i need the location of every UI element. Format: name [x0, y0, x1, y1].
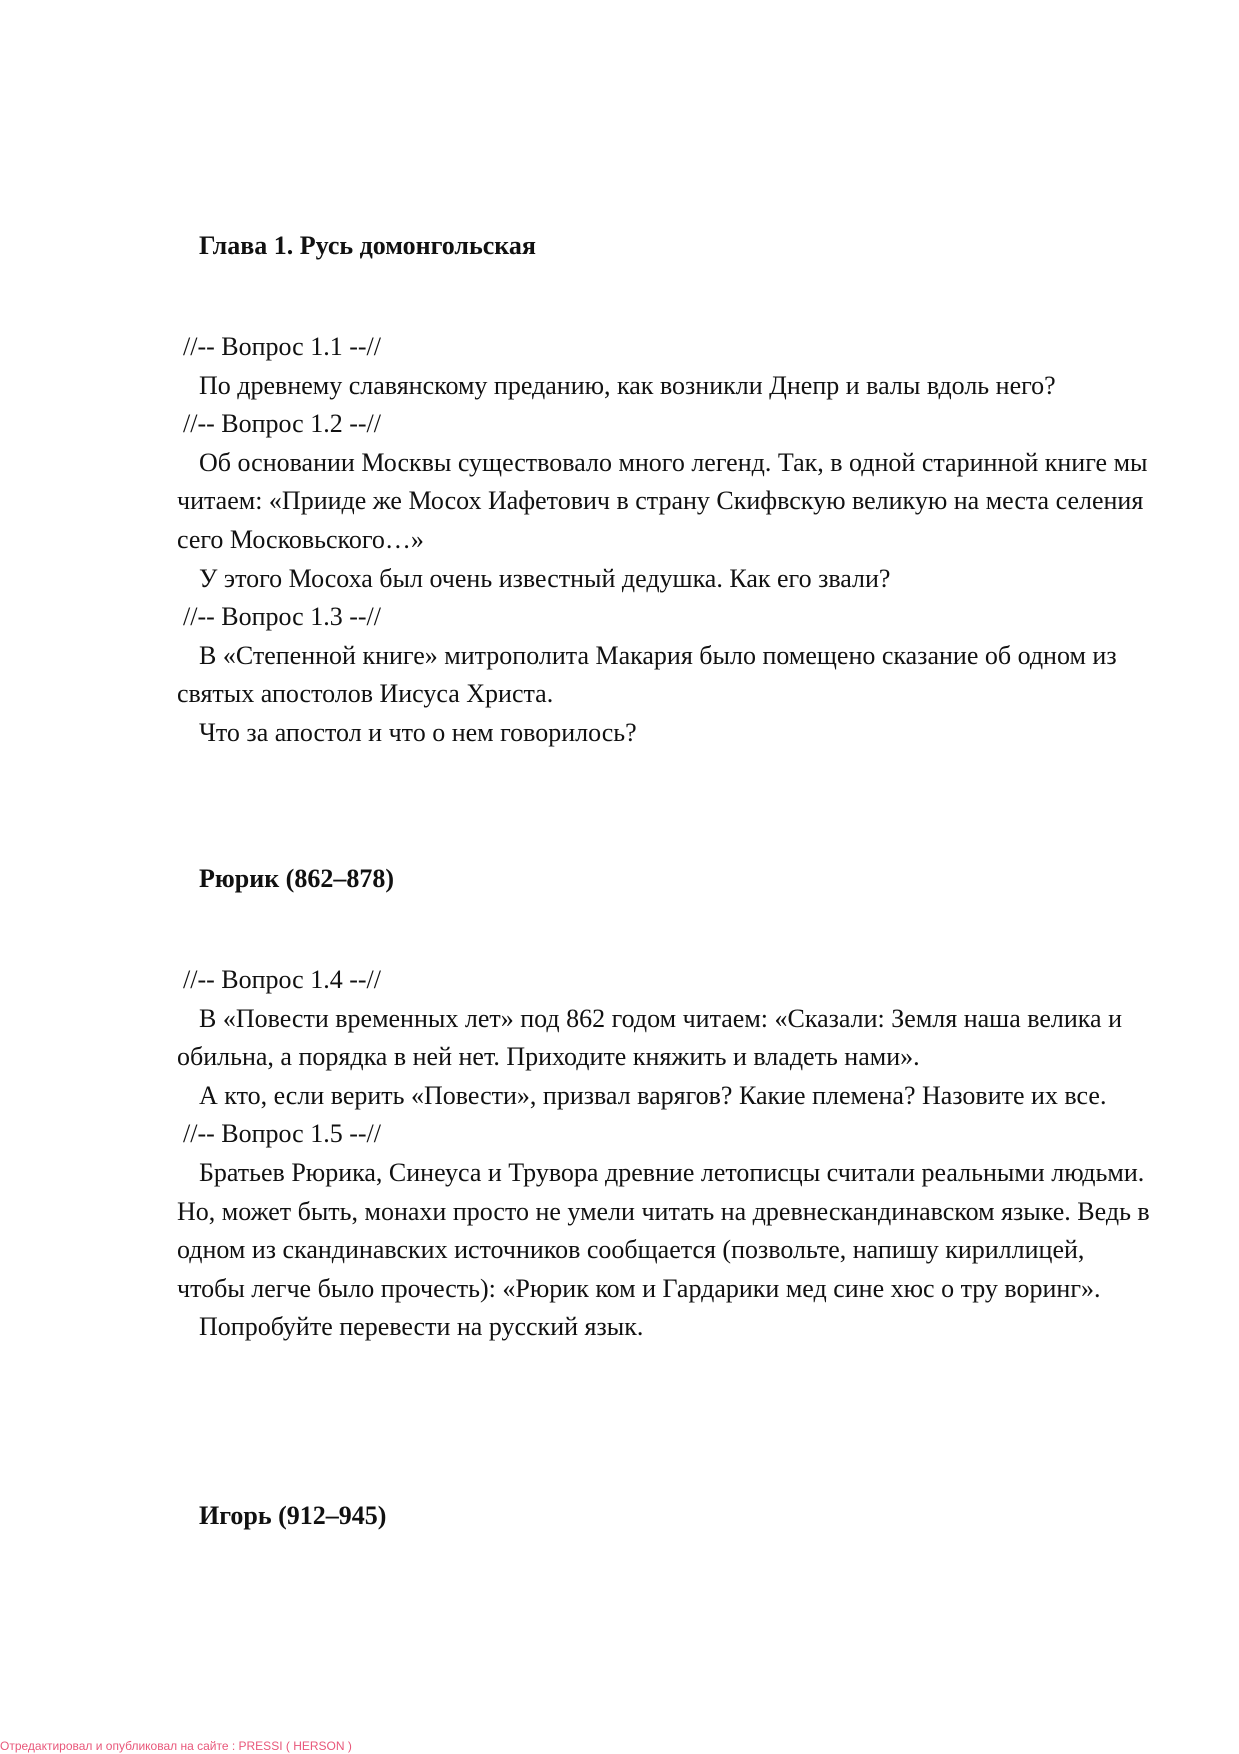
section-heading-igor: Игорь (912–945): [199, 1501, 387, 1530]
section-heading-rurik: Рюрик (862–878): [199, 864, 394, 893]
question-marker: //-- Вопрос 1.4 --//: [183, 965, 381, 994]
question-text: Братьев Рюрика, Синеуса и Трувора древние летописцы считали реальными людьми. Но, может быть, монахи просто не умели читать на древнескандинавском языке. Ведь в одном из скандинавских источников сообщается (позвольте, напишу кириллицей, чтобы легче было прочесть): «Рюрик ком и Гардарики мед сине хюс о тру воринг».: [177, 1157, 1150, 1303]
question-text: У этого Мосоха был очень известный дедушка. Как его звали?: [199, 563, 891, 593]
question-text: Попробуйте перевести на русский язык.: [199, 1312, 644, 1342]
question-marker: //-- Вопрос 1.3 --//: [183, 602, 381, 632]
question-marker: //-- Вопрос 1.1 --//: [183, 332, 381, 361]
question-text: По древнему славянскому преданию, как возникли Днепр и валы вдоль него?: [199, 370, 1056, 400]
publisher-footer: Отредактировал и опубликовал на сайте : PRESSI ( HERSON ): [0, 1739, 352, 1753]
question-text: Что за апостол и что о нем говорилось?: [199, 717, 637, 747]
rurik-questions: [177, 961, 1157, 1347]
chapter-heading: Глава 1. Русь домонгольская: [199, 231, 536, 260]
question-text: А кто, если верить «Повести», призвал варягов? Какие племена? Назовите их все.: [199, 1080, 1107, 1110]
question-marker: //-- Вопрос 1.5 --//: [183, 1119, 381, 1149]
question-marker: //-- Вопрос 1.2 --//: [183, 409, 381, 439]
question-text: В «Повести временных лет» под 862 годом читаем: «Сказали: Земля наша велика и обильна, а порядка в ней нет. Приходите княжить и владеть нами».: [177, 1003, 1122, 1072]
chapter-1-questions: [177, 328, 1157, 753]
question-text: В «Степенной книге» митрополита Макария было помещено сказание об одном из святых апостолов Иисуса Христа.: [177, 640, 1117, 709]
question-text: Об основании Москвы существовало много легенд. Так, в одной старинной книге мы читаем: «Прииде же Мосох Иафетович в страну Скифвскую великую на места селения сего Московьского…»: [177, 447, 1148, 554]
